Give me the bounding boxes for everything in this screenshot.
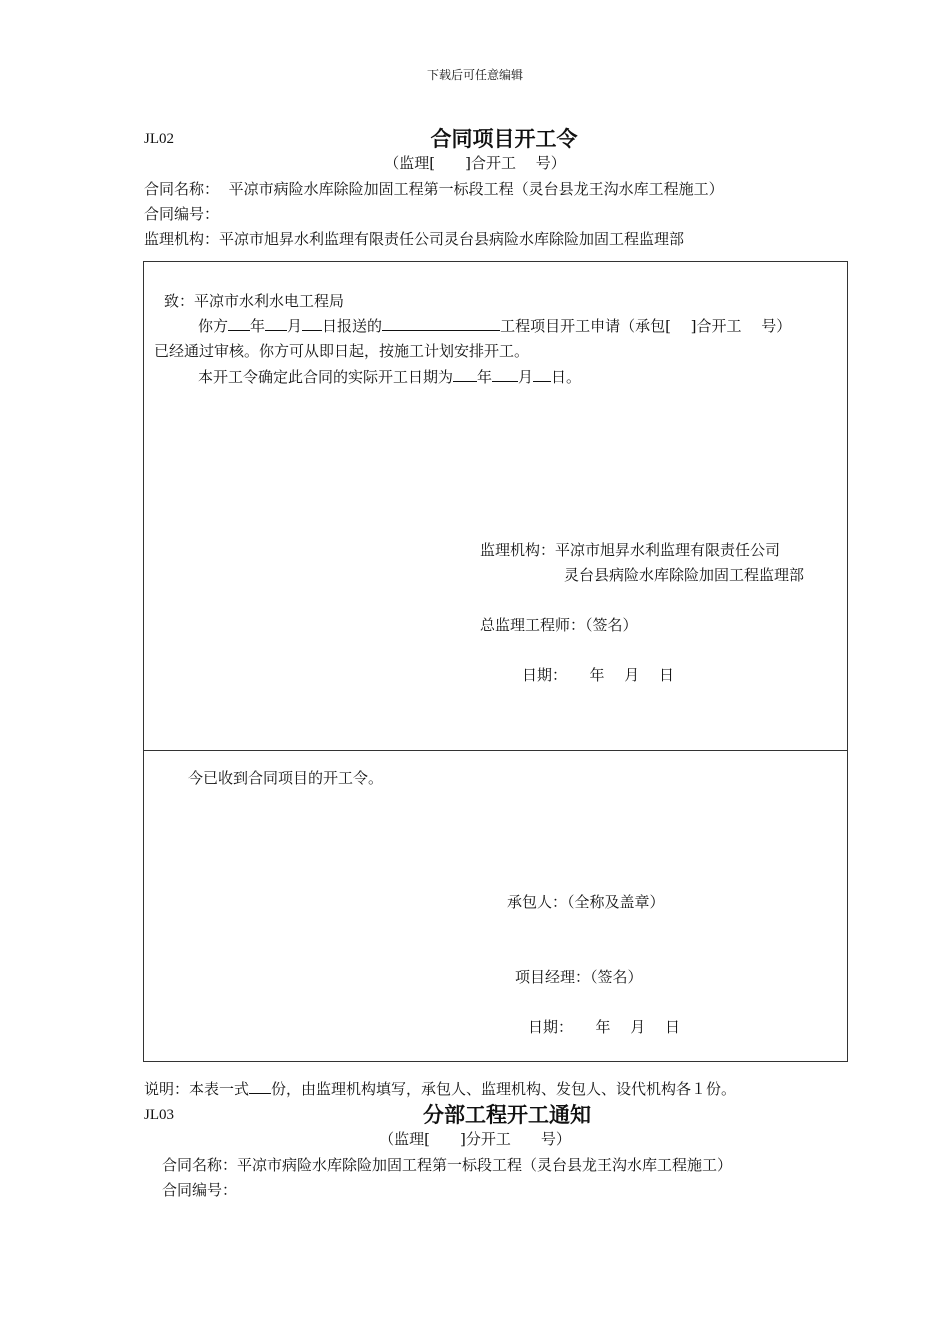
form2-subtitle: （监理[ ]分开工 号）: [379, 1130, 571, 1148]
copies-blank: [249, 1078, 271, 1094]
form2-contract-name-row: [162, 1154, 732, 1175]
body-p2-c: 月: [518, 368, 534, 386]
start-year-blank: [453, 366, 477, 382]
body-p2-a: 本开工令确定此合同的实际开工日期为: [198, 368, 454, 386]
supervisor-value: 平凉市旭昇水利监理有限责任公司灵台县病险水库除险加固工程监理部: [219, 230, 685, 248]
date-line-2: 日期： 年 月 日: [528, 1018, 681, 1036]
body-p1-c: 月: [287, 317, 303, 335]
form-code: JL02: [144, 131, 174, 147]
supervisor-label: 监理机构：: [144, 230, 220, 248]
receipt-text: 今已收到合同项目的开工令。: [188, 769, 384, 787]
body-p2-d: 日。: [551, 368, 582, 386]
note: [144, 1078, 736, 1099]
contract-no-row: 合同编号：: [144, 205, 220, 223]
date-line: 日期： 年 月 日: [522, 666, 675, 684]
contractor-label: 承包人：（全称及盖章）: [507, 893, 665, 911]
form2-title: 分部工程开工通知: [423, 1103, 591, 1127]
form-title: 合同项目开工令: [430, 127, 578, 151]
pm-label: 项目经理：（签名）: [515, 968, 643, 986]
start-month-blank: [492, 366, 518, 382]
body-p1-e: 工程项目开工申请（承包[ ]合开工 号）: [500, 317, 792, 335]
note-b: 份，由监理机构填写，承包人、监理机构、发包人、设代机构各１份。: [271, 1080, 737, 1098]
form2-code: JL03: [144, 1107, 174, 1123]
sign-org-line2: 灵台县病险水库除险加固工程监理部: [564, 566, 805, 584]
receipt-box: [143, 750, 848, 1062]
header-note: 下载后可任意编辑: [426, 68, 523, 82]
body-p1-d: 日报送的: [322, 317, 383, 335]
project-blank: [382, 315, 500, 331]
chief-engineer: 总监理工程师：（签名）: [480, 616, 638, 634]
day-blank: [302, 315, 322, 331]
sign-org: 监理机构：平凉市旭昇水利监理有限责任公司: [480, 541, 781, 559]
body-para-2: [198, 366, 581, 387]
form-subtitle: （监理[ ]合开工 号）: [384, 154, 566, 172]
note-a: 说明：本表一式: [144, 1080, 250, 1098]
month-blank: [265, 315, 287, 331]
form2-contract-name-value: 平凉市病险水库除险加固工程第一标段工程（灵台县龙王沟水库工程施工）: [237, 1156, 733, 1174]
contract-name-label: 合同名称：: [144, 180, 220, 198]
body-p1-a: 你方: [198, 317, 229, 335]
year-blank: [228, 315, 250, 331]
start-day-blank: [533, 366, 551, 382]
contract-name-value: 平凉市病险水库除险加固工程第一标段工程（灵台县龙王沟水库工程施工）: [228, 180, 724, 198]
contract-name-row: [144, 178, 724, 199]
to-line: 致：平凉市水利水电工程局: [164, 292, 345, 310]
form2-contract-name-label: 合同名称：: [162, 1156, 238, 1174]
body-p1-b: 年: [250, 317, 266, 335]
body-para-1: [198, 315, 791, 336]
body-p2-b: 年: [477, 368, 493, 386]
supervisor-row: [144, 228, 684, 249]
body-para-1-cont: 已经通过审核。你方可从即日起，按施工计划安排开工。: [154, 342, 530, 360]
form2-contract-no-row: 合同编号：: [162, 1181, 238, 1199]
